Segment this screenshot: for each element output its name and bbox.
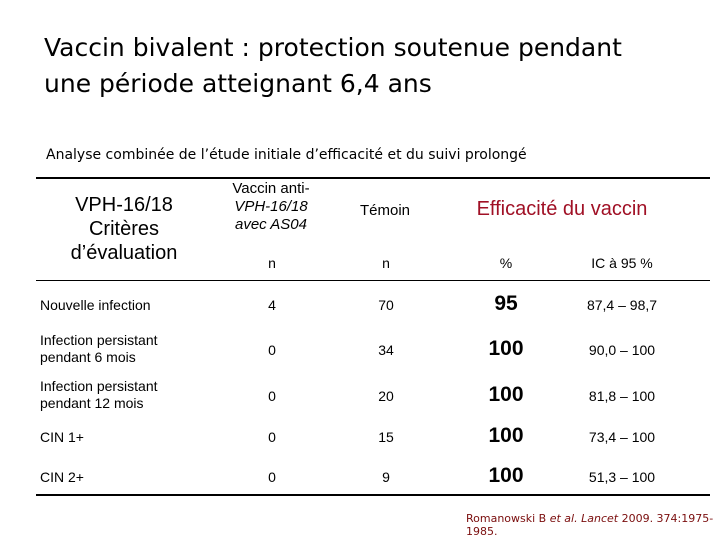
row-label-line: CIN 2+ [40, 469, 84, 485]
efficacy-percent: 100 [488, 383, 524, 406]
vaccine-n: 4 [268, 297, 276, 313]
table-top-rule [36, 177, 710, 179]
header-vaccine-line: Vaccin anti- [232, 180, 310, 197]
citation-reference: 2009. 374:1975-1985. [466, 512, 714, 538]
row-label [40, 469, 240, 486]
table-header-rule [36, 280, 710, 281]
confidence-interval: 73,4 – 100 [588, 429, 656, 445]
efficacy-percent: 100 [488, 424, 524, 447]
row-label-line: pendant 6 mois [40, 349, 136, 365]
title-line-2: une période atteignant 6,4 ans [44, 69, 432, 98]
header-vaccine-line: VPH-16/18 [234, 198, 308, 215]
row-label [40, 378, 240, 412]
header-control: Témoin [359, 202, 411, 219]
subheader-n-control: n [382, 255, 390, 271]
subheader-n-vaccine: n [268, 255, 276, 271]
vaccine-n: 0 [268, 429, 276, 445]
row-label-line: CIN 1+ [40, 429, 84, 445]
citation [466, 512, 720, 538]
citation-journal: et al. Lancet [549, 512, 619, 525]
row-label-line: pendant 12 mois [40, 395, 144, 411]
confidence-interval: 81,8 – 100 [588, 388, 656, 404]
header-vaccine-line: avec AS04 [235, 216, 307, 233]
header-criteria-line: VPH-16/18 [75, 194, 173, 216]
subheader-percent: % [499, 255, 513, 271]
row-label [40, 297, 240, 314]
row-label-line: Infection persistant [40, 378, 158, 394]
header-criteria [40, 193, 208, 265]
header-efficacy: Efficacité du vaccin [476, 198, 648, 220]
header-criteria-line: d’évaluation [70, 242, 178, 264]
efficacy-percent: 95 [494, 292, 518, 315]
control-n: 70 [378, 297, 394, 313]
confidence-interval: 87,4 – 98,7 [586, 297, 658, 313]
efficacy-percent: 100 [488, 464, 524, 487]
header-vaccine [214, 180, 328, 234]
efficacy-percent: 100 [488, 337, 524, 360]
row-label [40, 429, 240, 446]
confidence-interval: 51,3 – 100 [588, 469, 656, 485]
vaccine-n: 0 [268, 342, 276, 358]
confidence-interval: 90,0 – 100 [588, 342, 656, 358]
subheader-ci: IC à 95 % [591, 255, 653, 271]
row-label-line: Nouvelle infection [40, 297, 151, 313]
subtitle: Analyse combinée de l’étude initiale d’efficacité et du suivi prolongé [46, 147, 527, 163]
control-n: 9 [382, 469, 390, 485]
title-line-1: Vaccin bivalent : protection soutenue pendant [44, 33, 622, 62]
slide-title [44, 30, 704, 102]
vaccine-n: 0 [268, 469, 276, 485]
row-label [40, 332, 240, 366]
row-label-line: Infection persistant [40, 332, 158, 348]
vaccine-n: 0 [268, 388, 276, 404]
control-n: 34 [378, 342, 394, 358]
control-n: 15 [378, 429, 394, 445]
header-criteria-line: Critères [88, 218, 159, 240]
citation-authors: Romanowski B [466, 512, 550, 525]
table-bottom-rule [36, 494, 710, 496]
control-n: 20 [378, 388, 394, 404]
